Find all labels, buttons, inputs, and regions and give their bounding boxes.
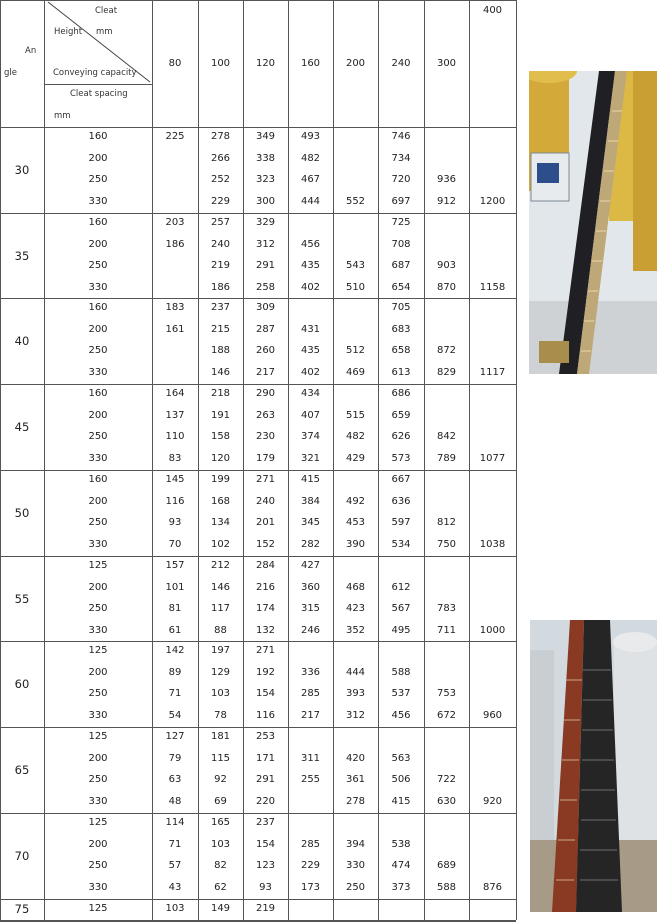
capacity-cell: 456 xyxy=(300,238,321,250)
capacity-cell: 201 xyxy=(255,517,276,528)
capacity-cell: 203 xyxy=(165,217,185,228)
conveyor-photo-bottom xyxy=(530,620,657,912)
capacity-cell: 309 xyxy=(255,302,276,313)
capacity-cell: 352 xyxy=(345,624,366,636)
capacity-cell: 658 xyxy=(391,345,411,356)
cleat-spacing-cell: 125 xyxy=(88,817,108,828)
capacity-cell: 152 xyxy=(255,538,276,550)
capacity-cell: 672 xyxy=(436,709,457,721)
capacity-cell: 157 xyxy=(165,560,185,571)
capacity-cell: 225 xyxy=(165,131,185,142)
grid-line xyxy=(0,298,516,299)
grid-line xyxy=(44,84,152,85)
cleat-spacing-cell: 330 xyxy=(88,709,108,721)
capacity-cell: 240 xyxy=(210,238,231,250)
cleat-spacing-cell: 330 xyxy=(88,538,108,550)
capacity-cell: 512 xyxy=(345,345,366,356)
capacity-cell: 453 xyxy=(345,517,366,528)
capacity-cell: 252 xyxy=(210,174,231,185)
capacity-cell: 315 xyxy=(300,603,321,614)
angle-value: 30 xyxy=(14,163,30,177)
capacity-cell: 134 xyxy=(210,517,231,528)
height-col-header: 240 xyxy=(391,58,411,69)
capacity-cell: 323 xyxy=(255,174,276,185)
angle-value: 50 xyxy=(14,506,30,520)
capacity-cell: 567 xyxy=(391,603,411,614)
capacity-cell: 912 xyxy=(436,195,457,207)
angle-header: gle xyxy=(4,68,17,78)
capacity-cell: 284 xyxy=(255,560,276,571)
conveyor-photo-top xyxy=(529,71,657,374)
capacity-cell: 361 xyxy=(345,774,366,785)
capacity-cell: 278 xyxy=(345,795,366,807)
capacity-cell: 191 xyxy=(210,409,231,421)
cleat-spacing-cell: 250 xyxy=(88,517,108,528)
capacity-cell: 174 xyxy=(255,603,276,614)
capacity-cell: 537 xyxy=(391,688,411,699)
capacity-cell: 145 xyxy=(165,474,185,485)
capacity-cell: 102 xyxy=(210,538,231,550)
cleat-spacing-cell: 200 xyxy=(88,323,108,335)
capacity-cell: 1158 xyxy=(479,281,506,293)
capacity-cell: 402 xyxy=(300,366,321,378)
height-col-header: 200 xyxy=(345,58,366,69)
capacity-cell: 552 xyxy=(345,195,366,207)
capacity-cell: 103 xyxy=(210,838,231,850)
capacity-cell: 1000 xyxy=(479,624,506,636)
capacity-cell: 374 xyxy=(300,431,321,442)
capacity-cell: 285 xyxy=(300,838,321,850)
capacity-cell: 312 xyxy=(345,709,366,721)
capacity-cell: 468 xyxy=(345,581,366,593)
grid-line xyxy=(0,920,516,922)
cleat-spacing-cell: 250 xyxy=(88,431,108,442)
capacity-cell: 240 xyxy=(255,495,276,507)
capacity-cell: 278 xyxy=(210,131,231,142)
capacity-cell: 154 xyxy=(255,838,276,850)
capacity-cell: 164 xyxy=(165,388,185,399)
capacity-cell: 218 xyxy=(210,388,231,399)
capacity-cell: 492 xyxy=(345,495,366,507)
cleat-spacing-cell: 200 xyxy=(88,581,108,593)
capacity-cell: 179 xyxy=(255,452,276,464)
capacity-cell: 936 xyxy=(436,174,457,185)
capacity-cell: 876 xyxy=(482,881,503,893)
capacity-cell: 429 xyxy=(345,452,366,464)
capacity-cell: 83 xyxy=(168,452,182,464)
capacity-cell: 474 xyxy=(391,860,411,871)
capacity-cell: 132 xyxy=(255,624,276,636)
capacity-cell: 789 xyxy=(436,452,457,464)
grid-line xyxy=(0,470,516,471)
capacity-cell: 1038 xyxy=(479,538,506,550)
cleat-spacing-cell: 125 xyxy=(88,903,108,914)
angle-value: 40 xyxy=(14,334,30,348)
capacity-cell: 456 xyxy=(391,709,411,721)
capacity-cell: 345 xyxy=(300,517,321,528)
capacity-cell: 329 xyxy=(255,217,276,228)
capacity-cell: 597 xyxy=(391,517,411,528)
capacity-cell: 311 xyxy=(300,752,321,764)
capacity-cell: 219 xyxy=(210,260,231,271)
grid-line xyxy=(0,899,516,900)
grid-line xyxy=(0,727,516,728)
capacity-header: Conveying capacity xyxy=(53,68,137,78)
capacity-cell: 158 xyxy=(210,431,231,442)
capacity-cell: 390 xyxy=(345,538,366,550)
cleat-spacing-cell: 125 xyxy=(88,731,108,742)
capacity-cell: 212 xyxy=(210,560,231,571)
capacity-cell: 237 xyxy=(210,302,231,313)
capacity-cell: 188 xyxy=(210,345,231,356)
cleat-spacing-cell: 200 xyxy=(88,409,108,421)
height-col-header: 400 xyxy=(482,5,503,16)
capacity-cell: 282 xyxy=(300,538,321,550)
grid-line xyxy=(0,556,516,557)
capacity-cell: 444 xyxy=(300,195,321,207)
capacity-cell: 495 xyxy=(391,624,411,636)
capacity-cell: 300 xyxy=(255,195,276,207)
capacity-cell: 750 xyxy=(436,538,457,550)
capacity-cell: 336 xyxy=(300,666,321,678)
capacity-cell: 146 xyxy=(210,366,231,378)
angle-value: 55 xyxy=(14,591,30,606)
capacity-cell: 149 xyxy=(210,903,231,914)
capacity-cell: 469 xyxy=(345,366,366,378)
capacity-cell: 415 xyxy=(391,795,411,807)
capacity-cell: 515 xyxy=(345,409,366,421)
cleat-spacing-cell: 330 xyxy=(88,795,108,807)
capacity-cell: 88 xyxy=(214,624,227,636)
capacity-cell: 146 xyxy=(210,581,231,593)
capacity-cell: 312 xyxy=(255,238,276,250)
capacity-cell: 255 xyxy=(300,774,321,785)
cleat-spacing-cell: 250 xyxy=(88,860,108,871)
capacity-cell: 415 xyxy=(300,474,321,485)
capacity-cell: 266 xyxy=(210,152,231,164)
capacity-cell: 444 xyxy=(345,666,366,678)
capacity-cell: 165 xyxy=(210,817,231,828)
cleat-spacing-cell: 125 xyxy=(88,645,108,656)
capacity-cell: 57 xyxy=(168,860,182,871)
capacity-cell: 349 xyxy=(255,131,276,142)
capacity-cell: 257 xyxy=(210,217,231,228)
capacity-cell: 686 xyxy=(391,388,411,399)
cleat-spacing-cell: 125 xyxy=(88,560,108,571)
capacity-cell: 271 xyxy=(255,645,276,656)
capacity-cell: 431 xyxy=(300,323,321,335)
capacity-cell: 538 xyxy=(391,838,411,850)
height-col-header: 120 xyxy=(255,58,276,69)
cleat-spacing-cell: 250 xyxy=(88,688,108,699)
capacity-cell: 493 xyxy=(300,131,321,142)
capacity-cell: 285 xyxy=(300,688,321,699)
angle-value: 65 xyxy=(14,763,30,777)
capacity-cell: 482 xyxy=(345,431,366,442)
cleat-spacing-cell: 330 xyxy=(88,195,108,207)
angle-value: 70 xyxy=(14,849,30,863)
height-col-header: 100 xyxy=(210,58,231,69)
capacity-cell: 220 xyxy=(255,795,276,807)
capacity-cell: 829 xyxy=(436,366,457,378)
capacity-cell: 253 xyxy=(255,731,276,742)
capacity-cell: 920 xyxy=(482,795,503,807)
capacity-cell: 654 xyxy=(391,281,411,293)
capacity-cell: 79 xyxy=(168,752,182,764)
capacity-cell: 142 xyxy=(165,645,185,656)
capacity-cell: 137 xyxy=(165,409,185,421)
angle-value: 45 xyxy=(14,420,30,434)
cleat-spacing-cell: 200 xyxy=(88,838,108,850)
capacity-cell: 116 xyxy=(165,495,185,507)
capacity-cell: 89 xyxy=(168,666,182,678)
capacity-cell: 161 xyxy=(165,323,185,335)
cleat-spacing-cell: 250 xyxy=(88,260,108,271)
capacity-cell: 626 xyxy=(391,431,411,442)
cleat-spacing-cell: 200 xyxy=(88,752,108,764)
capacity-cell: 81 xyxy=(168,603,182,614)
angle-value: 75 xyxy=(14,902,30,916)
capacity-cell: 1200 xyxy=(479,195,506,207)
capacity-cell: 117 xyxy=(210,603,231,614)
spacing-header: Cleat spacing xyxy=(70,89,128,99)
spacing-unit: mm xyxy=(54,111,71,121)
capacity-cell: 636 xyxy=(391,495,411,507)
capacity-cell: 219 xyxy=(255,903,276,914)
cleat-spacing-cell: 250 xyxy=(88,774,108,785)
capacity-cell: 510 xyxy=(345,281,366,293)
capacity-cell: 960 xyxy=(482,709,503,721)
capacity-cell: 199 xyxy=(210,474,231,485)
capacity-cell: 103 xyxy=(210,688,231,699)
capacity-cell: 720 xyxy=(391,174,411,185)
capacity-cell: 588 xyxy=(436,881,457,893)
capacity-cell: 114 xyxy=(165,817,185,828)
capacity-cell: 420 xyxy=(345,752,366,764)
capacity-cell: 78 xyxy=(214,709,227,721)
capacity-cell: 543 xyxy=(345,260,366,271)
capacity-cell: 217 xyxy=(255,366,276,378)
capacity-cell: 689 xyxy=(436,860,457,871)
capacity-cell: 110 xyxy=(165,431,185,442)
capacity-cell: 1077 xyxy=(479,452,506,464)
capacity-cell: 360 xyxy=(300,581,321,593)
capacity-cell: 271 xyxy=(255,474,276,485)
capacity-cell: 612 xyxy=(391,581,411,593)
capacity-cell: 129 xyxy=(210,666,231,678)
capacity-cell: 82 xyxy=(214,860,227,871)
cleat-spacing-cell: 330 xyxy=(88,366,108,378)
cleat-spacing-cell: 250 xyxy=(88,345,108,356)
capacity-cell: 62 xyxy=(214,881,227,893)
capacity-cell: 173 xyxy=(300,881,321,893)
cleat-spacing-cell: 160 xyxy=(88,217,108,228)
capacity-cell: 872 xyxy=(436,345,457,356)
capacity-cell: 708 xyxy=(391,238,411,250)
capacity-cell: 168 xyxy=(210,495,231,507)
capacity-cell: 186 xyxy=(165,238,185,250)
capacity-cell: 330 xyxy=(345,860,366,871)
capacity-cell: 613 xyxy=(391,366,411,378)
grid-line xyxy=(0,813,516,814)
capacity-cell: 467 xyxy=(300,174,321,185)
capacity-cell: 246 xyxy=(300,624,321,636)
capacity-cell: 154 xyxy=(255,688,276,699)
grid-line xyxy=(0,0,1,920)
cleat-spacing-cell: 160 xyxy=(88,474,108,485)
cleat-spacing-cell: 250 xyxy=(88,603,108,614)
conveyor-photo-icon xyxy=(530,620,657,912)
cleat-spacing-cell: 200 xyxy=(88,495,108,507)
capacity-cell: 402 xyxy=(300,281,321,293)
capacity-cell: 54 xyxy=(168,709,182,721)
cleat-spacing-cell: 330 xyxy=(88,624,108,636)
capacity-cell: 186 xyxy=(210,281,231,293)
capacity-cell: 48 xyxy=(168,795,182,807)
capacity-cell: 92 xyxy=(214,774,227,785)
capacity-cell: 1117 xyxy=(479,366,506,378)
grid-line xyxy=(0,384,516,385)
capacity-cell: 192 xyxy=(255,666,276,678)
capacity-cell: 630 xyxy=(436,795,457,807)
conveyor-photo-icon xyxy=(529,71,657,374)
capacity-cell: 667 xyxy=(391,474,411,485)
capacity-cell: 746 xyxy=(391,131,411,142)
capacity-cell: 115 xyxy=(210,752,231,764)
capacity-cell: 181 xyxy=(210,731,231,742)
capacity-cell: 291 xyxy=(255,774,276,785)
capacity-cell: 427 xyxy=(300,560,321,571)
capacity-cell: 291 xyxy=(255,260,276,271)
capacity-cell: 229 xyxy=(300,860,321,871)
capacity-cell: 183 xyxy=(165,302,185,313)
capacity-cell: 435 xyxy=(300,345,321,356)
capacity-cell: 812 xyxy=(436,517,457,528)
capacity-cell: 197 xyxy=(210,645,231,656)
capacity-cell: 725 xyxy=(391,217,411,228)
grid-line xyxy=(0,127,516,128)
capacity-cell: 63 xyxy=(168,774,182,785)
cleat-spacing-cell: 160 xyxy=(88,388,108,399)
grid-line xyxy=(0,213,516,214)
capacity-cell: 127 xyxy=(165,731,185,742)
capacity-cell: 711 xyxy=(436,624,457,636)
cleat-spacing-cell: 200 xyxy=(88,152,108,164)
capacity-cell: 373 xyxy=(391,881,411,893)
cleat-spacing-cell: 160 xyxy=(88,302,108,313)
capacity-cell: 215 xyxy=(210,323,231,335)
capacity-cell: 697 xyxy=(391,195,411,207)
capacity-cell: 384 xyxy=(300,495,321,507)
cleat-spacing-cell: 160 xyxy=(88,131,108,142)
capacity-cell: 69 xyxy=(214,795,227,807)
capacity-cell: 43 xyxy=(168,881,182,893)
capacity-cell: 250 xyxy=(345,881,366,893)
capacity-cell: 423 xyxy=(345,603,366,614)
capacity-cell: 116 xyxy=(255,709,276,721)
capacity-cell: 870 xyxy=(436,281,457,293)
capacity-cell: 482 xyxy=(300,152,321,164)
capacity-cell: 230 xyxy=(255,431,276,442)
height-col-header: 160 xyxy=(300,58,321,69)
height-header: Height xyxy=(54,27,83,37)
cleat-spacing-cell: 200 xyxy=(88,238,108,250)
capacity-cell: 120 xyxy=(210,452,231,464)
capacity-cell: 722 xyxy=(436,774,457,785)
capacity-cell: 659 xyxy=(391,409,411,421)
capacity-cell: 394 xyxy=(345,838,366,850)
capacity-cell: 783 xyxy=(436,603,457,614)
capacity-cell: 93 xyxy=(259,881,272,893)
height-col-header: 80 xyxy=(168,58,182,69)
grid-line xyxy=(516,0,517,920)
cleat-spacing-cell: 200 xyxy=(88,666,108,678)
capacity-cell: 93 xyxy=(168,517,182,528)
angle-value: 60 xyxy=(14,677,30,691)
capacity-cell: 229 xyxy=(210,195,231,207)
capacity-cell: 338 xyxy=(255,152,276,164)
capacity-cell: 407 xyxy=(300,409,321,421)
capacity-cell: 573 xyxy=(391,452,411,464)
capacity-cell: 506 xyxy=(391,774,411,785)
capacity-cell: 71 xyxy=(168,688,182,699)
height-col-header: 300 xyxy=(436,58,457,69)
cleat-header: Cleat xyxy=(95,6,118,16)
capacity-cell: 534 xyxy=(391,538,411,550)
capacity-cell: 687 xyxy=(391,260,411,271)
capacity-cell: 705 xyxy=(391,302,411,313)
capacity-cell: 321 xyxy=(300,452,321,464)
grid-line xyxy=(0,641,516,642)
capacity-cell: 903 xyxy=(436,260,457,271)
capacity-cell: 171 xyxy=(255,752,276,764)
angle-header: An xyxy=(25,46,37,56)
capacity-cell: 237 xyxy=(255,817,276,828)
capacity-cell: 263 xyxy=(255,409,276,421)
capacity-cell: 217 xyxy=(300,709,321,721)
height-unit: mm xyxy=(96,27,113,37)
capacity-cell: 287 xyxy=(255,323,276,335)
capacity-cell: 434 xyxy=(300,388,321,399)
cleat-spacing-cell: 250 xyxy=(88,174,108,185)
cleat-spacing-cell: 330 xyxy=(88,881,108,893)
capacity-cell: 683 xyxy=(391,323,411,335)
capacity-cell: 101 xyxy=(165,581,185,593)
capacity-cell: 393 xyxy=(345,688,366,699)
capacity-cell: 216 xyxy=(255,581,276,593)
capacity-cell: 753 xyxy=(436,688,457,699)
capacity-cell: 258 xyxy=(255,281,276,293)
capacity-cell: 290 xyxy=(255,388,276,399)
capacity-cell: 588 xyxy=(391,666,411,678)
angle-value: 35 xyxy=(14,248,30,263)
cleat-spacing-cell: 330 xyxy=(88,281,108,293)
capacity-cell: 103 xyxy=(165,903,185,914)
cleat-spacing-cell: 330 xyxy=(88,452,108,464)
capacity-cell: 435 xyxy=(300,260,321,271)
capacity-cell: 61 xyxy=(168,624,182,636)
capacity-cell: 260 xyxy=(255,345,276,356)
capacity-cell: 71 xyxy=(168,838,182,850)
capacity-cell: 563 xyxy=(391,752,411,764)
capacity-cell: 842 xyxy=(436,431,457,442)
capacity-cell: 70 xyxy=(168,538,182,550)
capacity-cell: 734 xyxy=(391,152,411,164)
capacity-cell: 123 xyxy=(255,860,276,871)
